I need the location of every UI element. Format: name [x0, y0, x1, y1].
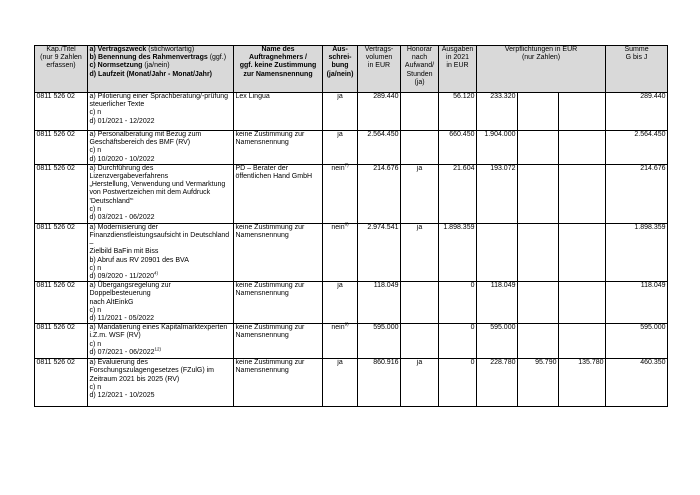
sum-cell: [606, 359, 668, 407]
titel-cell: [35, 131, 88, 165]
description-text: von Postwertzeichen mit dem Aufdruck: [89, 189, 211, 197]
expenses-value: 1.898.359: [443, 223, 475, 231]
volume-value: 2.564.450: [367, 131, 399, 138]
contractor-text: PD – Berater der: [235, 164, 289, 172]
commitment-cell: [518, 359, 559, 407]
description-line: [90, 282, 232, 298]
fee-value: ja: [416, 164, 423, 172]
commitment-value: 95.790: [535, 359, 557, 367]
sum-value: 118.049: [640, 282, 666, 290]
tender-value: nein: [331, 223, 345, 231]
table-row: [35, 131, 668, 165]
header-verpflichtungen: Verpflichtungen in EUR (nur Zahlen): [477, 46, 606, 93]
fee-cell: [401, 324, 439, 359]
description-line: [90, 332, 232, 340]
contractor-cell: [234, 223, 323, 281]
commitment-value: 228.780: [490, 359, 516, 367]
description-text: 'Deutschland'“: [89, 197, 134, 205]
description-text: d) 11/2021 - 05/2022: [89, 315, 154, 323]
volume-value: 595.000: [373, 324, 399, 332]
contractor-cell: [234, 164, 323, 223]
commitment-cell: [477, 359, 518, 407]
commitment-value: 135.780: [578, 359, 604, 367]
volume-cell: [358, 359, 401, 407]
description-line: [90, 156, 232, 164]
header-honorar: Honorar nach Aufwand/ Stunden (ja): [401, 46, 439, 93]
titel-value: 0811 526 02: [36, 223, 75, 231]
description-text: steuerlicher Texte: [89, 101, 145, 109]
description-text: a) Durchführung des Lizenzvergabeverfahrens: [89, 164, 169, 181]
description-text: d) 09/2020 - 11/2020: [89, 273, 154, 281]
description-text: a) Personalberatung mit Bezug zum: [89, 131, 202, 138]
sum-value: 2.564.450: [634, 131, 666, 138]
contractor-cell: [234, 131, 323, 165]
expenses-value: 0: [470, 359, 475, 367]
fee-cell: [401, 93, 439, 131]
tender-cell: [323, 359, 358, 407]
tender-value: ja: [337, 93, 343, 100]
titel-value: 0811 526 02: [36, 131, 75, 138]
description-cell: [88, 131, 234, 165]
description-line: [90, 165, 232, 181]
expenses-cell: [439, 282, 477, 324]
expenses-value: 0: [470, 324, 475, 332]
table-row: [35, 282, 668, 324]
description-line: [90, 139, 232, 147]
sum-value: 595.000: [640, 324, 666, 332]
volume-cell: [358, 282, 401, 324]
tender-cell: [323, 93, 358, 131]
expenses-cell: [439, 324, 477, 359]
description-line: [90, 181, 232, 189]
sum-value: 214.676: [640, 164, 666, 172]
expenses-value: 21.604: [453, 164, 475, 172]
description-text: a) Mandatierung eines Kapitalmarktexperten: [89, 324, 228, 332]
description-line: [90, 248, 232, 256]
commitment-cell: [559, 131, 606, 165]
contracts-table: [34, 45, 668, 407]
footnote-marker: 9): [344, 321, 349, 327]
description-line: [90, 93, 232, 101]
header-ausschreibung: Aus- schrei- bung (ja/nein): [323, 46, 358, 93]
contractor-text: keine Zustimmung zur: [235, 223, 305, 231]
description-text: a) Übergangsregelung zur Doppelbesteuerung: [89, 282, 171, 298]
description-line: [90, 367, 232, 375]
titel-cell: [35, 93, 88, 131]
description-text: d) 03/2021 - 06/2022: [89, 214, 155, 222]
table-row: [35, 359, 668, 407]
description-cell: [88, 282, 234, 324]
footnote-marker: 4): [153, 270, 158, 276]
description-line: [90, 384, 232, 392]
table-row: [35, 324, 668, 359]
description-line: [90, 131, 232, 139]
titel-value: 0811 526 02: [36, 359, 75, 367]
description-text: d) 07/2021 - 06/2022: [89, 348, 155, 356]
description-text: c) n: [89, 147, 102, 155]
footnote-marker: 12): [154, 346, 162, 352]
commitment-cell: [477, 324, 518, 359]
commitment-cell: [559, 324, 606, 359]
commitment-cell: [477, 223, 518, 281]
header-kap-titel: Kap./Titel (nur 9 Zahlen erfassen): [35, 46, 88, 93]
expenses-cell: [439, 131, 477, 165]
description-line: [90, 392, 232, 400]
description-line: [90, 214, 232, 222]
header-row: [35, 46, 668, 93]
contractor-text: keine Zustimmung zur: [235, 131, 305, 138]
description-text: „Herstellung, Verwendung und Vermarktung: [89, 181, 226, 189]
commitment-cell: [518, 324, 559, 359]
description-line: [89, 346, 232, 357]
description-text: Zielbild BaFin mit Biss: [89, 248, 159, 256]
commitment-cell: [518, 164, 559, 223]
description-text: c) n: [89, 340, 102, 348]
header-summe: Summe G bis J: [606, 46, 668, 93]
contractor-cell: [234, 282, 323, 324]
description-text: b) Abruf aus RV 20901 des BVA: [89, 256, 189, 264]
titel-cell: [35, 164, 88, 223]
footnote-marker: 6): [344, 221, 349, 227]
sum-cell: [606, 93, 668, 131]
commitment-cell: [477, 93, 518, 131]
commitment-cell: [559, 164, 606, 223]
expenses-value: 0: [470, 282, 475, 290]
sum-cell: [606, 164, 668, 223]
table-body: [35, 93, 668, 407]
description-text: c) n: [89, 109, 102, 117]
description-cell: [88, 93, 234, 131]
description-line: [90, 376, 232, 384]
description-line: [90, 257, 232, 265]
sum-cell: [606, 324, 668, 359]
description-text: a) Evaluierung des: [89, 359, 148, 367]
description-text: d) 10/2020 - 10/2022: [89, 155, 155, 163]
commitment-value: 595.000: [490, 324, 516, 332]
description-cell: [88, 324, 234, 359]
description-text: c) n: [89, 264, 102, 272]
description-line: [90, 299, 232, 307]
description-text: d) 12/2021 - 10/2025: [89, 392, 155, 400]
description-cell: [88, 164, 234, 223]
sum-cell: [606, 223, 668, 281]
volume-cell: [358, 131, 401, 165]
commitment-cell: [477, 131, 518, 165]
volume-value: 860.916: [373, 359, 399, 367]
description-text: Geschäftsbereich des BMF (RV): [89, 139, 191, 147]
tender-value: ja: [337, 359, 343, 367]
table-row: [35, 223, 668, 281]
commitment-value: 193.072: [490, 164, 516, 172]
commitment-cell: [559, 359, 606, 407]
commitment-cell: [477, 164, 518, 223]
description-line: [90, 198, 232, 206]
description-line: [90, 232, 232, 248]
titel-value: 0811 526 02: [36, 164, 75, 172]
volume-value: 2.974.541: [367, 223, 399, 231]
description-text: c) n: [89, 205, 102, 213]
contractor-text: öffentlichen Hand GmbH: [235, 173, 313, 181]
titel-cell: [35, 324, 88, 359]
titel-value: 0811 526 02: [36, 93, 75, 100]
description-text: nach AltEinkG: [89, 298, 134, 306]
titel-cell: [35, 223, 88, 281]
fee-value: ja: [416, 359, 423, 367]
volume-value: 118.049: [373, 282, 399, 290]
commitment-cell: [518, 93, 559, 131]
expenses-cell: [439, 223, 477, 281]
volume-value: 289.440: [373, 93, 399, 100]
commitment-value: 233.320: [490, 93, 516, 100]
fee-cell: [401, 282, 439, 324]
description-line: [90, 307, 232, 315]
volume-cell: [358, 93, 401, 131]
fee-cell: [401, 131, 439, 165]
expenses-value: 660.450: [449, 131, 475, 138]
tender-value: nein: [331, 324, 345, 332]
description-text: Forschungszulagengesetzes (FZulG) im: [89, 367, 214, 375]
tender-value: ja: [337, 282, 343, 290]
description-line: [90, 359, 232, 367]
contractor-text: Namensnennung: [235, 332, 289, 340]
commitment-cell: [518, 131, 559, 165]
commitment-value: 1.904.000: [484, 131, 516, 138]
contractor-text: Namensnennung: [235, 290, 289, 298]
tender-cell: [323, 282, 358, 324]
tender-cell: [323, 321, 358, 359]
sum-value: 1.898.359: [634, 223, 666, 231]
sum-value: 289.440: [640, 93, 666, 100]
tender-cell: [323, 223, 358, 281]
description-line: [90, 189, 232, 197]
volume-cell: [358, 223, 401, 281]
sum-cell: [606, 131, 668, 165]
fee-value: ja: [416, 223, 423, 231]
description-text: d) 01/2021 - 12/2022: [89, 117, 155, 125]
commitment-value: 118.049: [490, 282, 516, 290]
contractor-cell: [234, 93, 323, 131]
tender-value: nein: [331, 164, 345, 172]
fee-cell: [401, 359, 439, 407]
description-text: a) Modernisierung der: [89, 223, 158, 231]
titel-cell: [35, 282, 88, 324]
volume-cell: [358, 324, 401, 359]
expenses-cell: [439, 164, 477, 223]
titel-cell: [35, 359, 88, 407]
header-ausgaben: Ausgaben in 2021 in EUR: [439, 46, 477, 93]
commitment-cell: [559, 282, 606, 324]
contractor-text: keine Zustimmung zur: [235, 359, 305, 367]
tender-cell: [323, 164, 358, 223]
contractor-text: keine Zustimmung zur: [235, 282, 305, 290]
description-text: c) n: [89, 306, 102, 314]
table-row: [35, 93, 668, 131]
description-line: [90, 101, 232, 109]
description-line: [90, 324, 232, 332]
tender-value: ja: [337, 131, 343, 138]
volume-value: 214.676: [373, 164, 399, 172]
description-line: [90, 147, 232, 155]
description-line: [90, 109, 232, 117]
commitment-cell: [559, 93, 606, 131]
description-line: [90, 118, 232, 126]
description-text: a) Pilotierung einer Sprachberatung/-prüfung: [89, 93, 229, 100]
titel-value: 0811 526 02: [36, 324, 75, 332]
contractor-text: Lex Lingua: [235, 93, 270, 100]
expenses-cell: [439, 93, 477, 131]
sum-cell: [606, 282, 668, 324]
contractor-cell: [234, 324, 323, 359]
header-vertragszweck: a) Vertragszweck (stichwortartig) b) Benennung des Rahmenvertrags (ggf.) c) Normsetzung (ja/nein) d) Laufzeit (Monat/Jahr - Monat/Jahr): [88, 46, 234, 93]
description-cell: [88, 359, 234, 407]
expenses-cell: [439, 359, 477, 407]
header-auftragnehmer: Name des Auftragnehmers / ggf. keine Zustimmung zur Namensnennung: [234, 46, 323, 93]
fee-cell: [401, 223, 439, 281]
contractor-text: Namensnennung: [235, 367, 289, 375]
description-line: [89, 270, 232, 281]
description-line: [90, 224, 232, 232]
contractor-text: keine Zustimmung zur: [235, 324, 305, 332]
contractor-text: Namensnennung: [235, 139, 289, 147]
fee-cell: [401, 164, 439, 223]
commitment-cell: [477, 282, 518, 324]
titel-value: 0811 526 02: [36, 282, 75, 290]
description-text: Zeitraum 2021 bis 2025 (RV): [89, 375, 180, 383]
contractor-cell: [234, 359, 323, 407]
commitment-cell: [518, 223, 559, 281]
contractor-text: Namensnennung: [235, 232, 289, 240]
footnote-marker: 7): [344, 162, 349, 168]
commitment-cell: [559, 223, 606, 281]
description-line: [90, 206, 232, 214]
description-line: [90, 265, 232, 273]
description-text: Finanzdienstleistungsaufsicht in Deutschland –: [89, 232, 230, 248]
commitment-cell: [518, 282, 559, 324]
header-vertragsvolumen: Vertrags- volumen in EUR: [358, 46, 401, 93]
sum-value: 460.350: [640, 359, 666, 367]
table-row: [35, 164, 668, 223]
description-line: [90, 315, 232, 323]
description-text: i.Z.m. WSF (RV): [89, 332, 141, 340]
description-text: c) n: [89, 383, 102, 391]
description-cell: [88, 223, 234, 281]
volume-cell: [358, 164, 401, 223]
expenses-value: 56.120: [453, 93, 475, 100]
